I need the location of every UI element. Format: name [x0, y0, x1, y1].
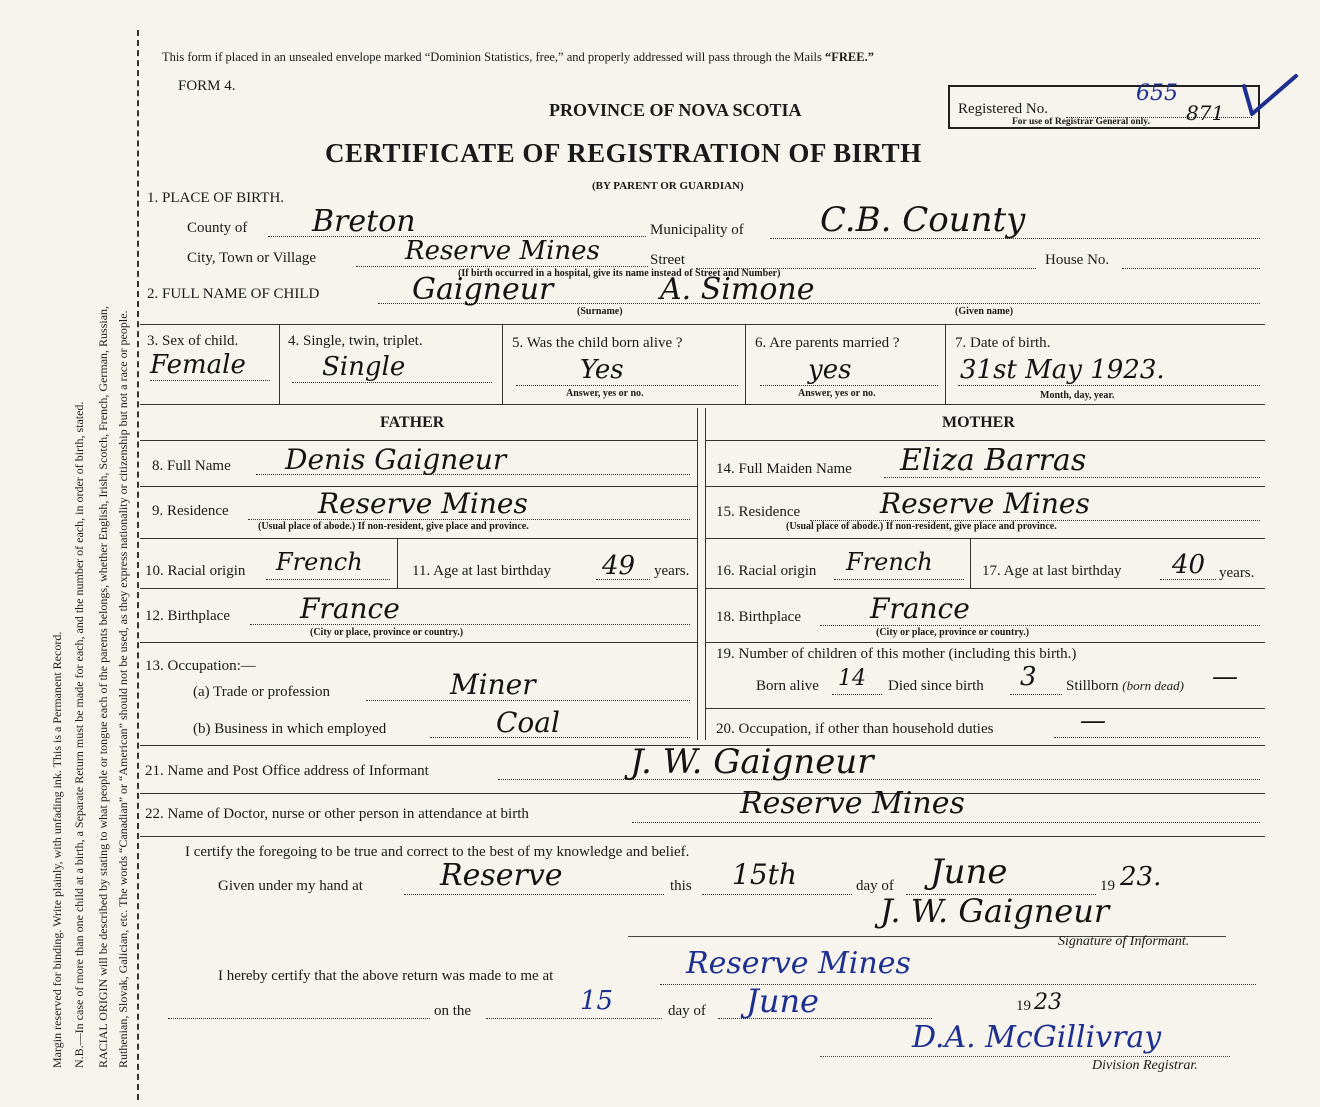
informant-line: [498, 779, 1260, 780]
given-day-of-label: day of: [856, 878, 894, 894]
registrar-year-prefix: 19: [1016, 998, 1031, 1014]
given-day-line: [702, 894, 852, 895]
checkmark-icon: [1240, 72, 1300, 122]
died-since-birth-value: 3: [1020, 662, 1037, 692]
margin-note-binding: Margin reserved for binding. Write plainly, with unfading ink. This is a Permanent Record.: [50, 631, 64, 1068]
registered-label: Registered No.: [958, 101, 1048, 117]
rule-father-header: [140, 440, 697, 441]
father-name-label: 8. Full Name: [152, 458, 231, 474]
mother-birthplace-value: France: [870, 592, 970, 625]
rule-father-9: [140, 538, 697, 539]
born-alive-count-label: Born alive: [756, 678, 819, 694]
given-day-value: 15th: [732, 858, 797, 891]
divider-5-6: [745, 324, 746, 404]
binding-margin-rule: [137, 30, 139, 1100]
county-value: Breton: [312, 204, 416, 239]
divider-16-17: [970, 538, 971, 588]
plurality-line: [292, 382, 492, 383]
place-of-birth-label: 1. PLACE OF BIRTH.: [147, 190, 285, 206]
date-of-birth-value: 31st May 1923.: [960, 355, 1165, 385]
father-business-label: (b) Business in which employed: [193, 721, 387, 737]
mother-name-value: Eliza Barras: [900, 443, 1087, 478]
rule-mother-16: [705, 588, 1265, 589]
given-year-prefix: 19: [1100, 878, 1115, 894]
province-heading: PROVINCE OF NOVA SCOTIA: [549, 100, 802, 120]
informant-signature-caption: Signature of Informant.: [1058, 934, 1190, 949]
city-label: City, Town or Village: [187, 250, 317, 266]
divider-10-11: [397, 538, 398, 588]
date-of-birth-label: 7. Date of birth.: [955, 335, 1051, 351]
date-of-birth-line: [958, 385, 1260, 386]
plurality-value: Single: [322, 352, 406, 382]
given-under-hand-label: Given under my hand at: [218, 878, 363, 894]
father-residence-value: Reserve Mines: [318, 487, 528, 520]
registrar-statement: I hereby certify that the above return was made to me at: [218, 968, 554, 984]
mother-racial-line: [834, 579, 964, 580]
margin-note-nb: N.B.—In case of more than one child at a birth, a Separate Return must be made for each, and the number of each, in order of birth, stated.: [72, 401, 86, 1068]
father-birthplace-value: France: [300, 592, 400, 625]
mail-notice: [162, 50, 874, 65]
municipality-value: C.B. County: [820, 200, 1026, 240]
father-residence-label: 9. Residence: [152, 503, 229, 519]
parents-married-label: 6. Are parents married ?: [755, 335, 900, 351]
father-business-value: Coal: [496, 706, 560, 739]
municipality-label: Municipality of: [650, 222, 744, 238]
children-count-label: 19. Number of children of this mother (including this birth.): [716, 646, 1077, 662]
registered-number-box: [948, 81, 1260, 129]
parents-married-caption: Answer, yes or no.: [798, 388, 876, 399]
mother-birthplace-label: 18. Birthplace: [716, 609, 801, 625]
mother-heading: MOTHER: [942, 414, 1015, 431]
given-place-value: Reserve: [440, 858, 563, 893]
margin-note-racial-origin-cont: Ruthenian, Slovak, Galician, etc. The words “Canadian” or “American” should not be used, as they express nationality or citizenship but not a race or people.: [116, 310, 130, 1068]
father-trade-label: (a) Trade or profession: [193, 684, 331, 700]
mother-residence-note: (Usual place of abode.) If non-resident, give place and province.: [786, 521, 1057, 532]
mother-birthplace-note: (City or place, province or country.): [876, 627, 1030, 638]
rule-22: [140, 836, 1265, 837]
died-since-birth-line: [1010, 694, 1062, 695]
given-month-value: June: [930, 852, 1008, 892]
mother-racial-label: 16. Racial origin: [716, 563, 817, 579]
mother-age-value: 40: [1172, 550, 1206, 580]
father-racial-line: [266, 579, 390, 580]
father-name-value: Denis Gaigneur: [285, 443, 507, 476]
informant-label: 21. Name and Post Office address of Informant: [145, 763, 429, 779]
rule-21: [140, 793, 1265, 794]
certificate-subtitle: (BY PARENT OR GUARDIAN): [592, 180, 744, 192]
registered-value-2: 871: [1186, 101, 1225, 125]
rule-mother-18: [705, 642, 1265, 643]
margin-note-racial-origin: RACIAL ORIGIN will be described by stating to what people or tongue each of the parents belongs, whether English, Irish, Scotch, French, German, Russian,: [96, 305, 110, 1068]
sex-value: Female: [150, 350, 246, 380]
mother-occupation-line: [1054, 737, 1260, 738]
father-birthplace-note: (City or place, province or country.): [310, 627, 464, 638]
father-birthplace-label: 12. Birthplace: [145, 608, 230, 624]
rule-mother-19: [705, 708, 1265, 709]
registrar-day-value: 15: [580, 986, 614, 1016]
stillborn-label: [1066, 678, 1184, 695]
doctor-line: [632, 822, 1260, 823]
certify-statement: I certify the foregoing to be true and correct to the best of my knowledge and belief.: [185, 844, 690, 860]
parents-married-line: [760, 385, 938, 386]
given-name-caption: (Given name): [955, 306, 1014, 317]
rule-father-12: [140, 642, 697, 643]
rule-parents-top: [140, 404, 1265, 405]
rule-father-10: [140, 588, 697, 589]
city-value: Reserve Mines: [405, 236, 600, 266]
street-label: Street: [650, 252, 685, 268]
sex-line: [150, 380, 270, 381]
father-heading: FATHER: [380, 414, 445, 431]
this-label: this: [670, 878, 692, 894]
died-since-birth-label: Died since birth: [888, 678, 984, 694]
divider-father-mother-2: [705, 408, 706, 740]
form-number: FORM 4.: [178, 78, 236, 94]
father-racial-value: French: [276, 548, 363, 576]
registered-value: 655: [1136, 81, 1178, 106]
divider-father-mother: [697, 408, 698, 740]
mother-birthplace-line: [820, 625, 1260, 626]
mother-occupation-value: —: [1080, 706, 1106, 736]
born-alive-label: 5. Was the child born alive ?: [512, 335, 683, 351]
registrar-day-line: [486, 1018, 662, 1019]
born-alive-value: Yes: [580, 355, 624, 385]
born-alive-count-value: 14: [838, 666, 866, 691]
mail-notice-free: “FREE.”: [825, 50, 874, 64]
born-alive-caption: Answer, yes or no.: [566, 388, 644, 399]
mother-years-label: years.: [1219, 565, 1255, 581]
given-year-value: 23.: [1120, 862, 1162, 892]
stillborn-label-text: Stillborn: [1066, 678, 1119, 694]
informant-value: J. W. Gaigneur: [630, 742, 874, 782]
mother-residence-value: Reserve Mines: [880, 487, 1090, 520]
plurality-label: 4. Single, twin, triplet.: [288, 333, 423, 349]
child-name-label: 2. FULL NAME OF CHILD: [147, 286, 320, 302]
father-years-label: years.: [654, 563, 690, 579]
born-alive-count-line: [832, 694, 882, 695]
surname-caption: (Surname): [577, 306, 623, 317]
registrar-signature-caption: Division Registrar.: [1092, 1058, 1198, 1073]
stillborn-value: —: [1212, 662, 1238, 692]
father-business-line: [430, 737, 690, 738]
stillborn-note: (born dead): [1122, 678, 1185, 693]
child-surname-value: Gaigneur: [412, 272, 554, 307]
parents-married-value: yes: [808, 355, 852, 385]
rule-top-child-details: [140, 324, 1265, 325]
mother-age-label: 17. Age at last birthday: [982, 563, 1122, 579]
county-label: County of: [187, 220, 248, 236]
born-alive-line: [516, 385, 738, 386]
divider-6-7: [945, 324, 946, 404]
father-racial-label: 10. Racial origin: [145, 563, 246, 579]
city-line: [356, 266, 648, 267]
rule-mother-15: [705, 538, 1265, 539]
registrar-signature: D.A. McGillivray: [912, 1020, 1162, 1055]
registrar-day-of-label: day of: [668, 1003, 706, 1019]
mail-notice-text: This form if placed in an unsealed envelope marked “Dominion Statistics, free,” and properly addressed will pass through the Mails: [162, 50, 822, 64]
registrar-month-value: June: [746, 982, 819, 1020]
father-age-value: 49: [602, 551, 636, 581]
date-of-birth-caption: Month, day, year.: [1040, 390, 1115, 401]
registrar-year-value: 23: [1034, 990, 1062, 1015]
registrar-leading-line: [168, 1018, 430, 1019]
mother-name-label: 14. Full Maiden Name: [716, 461, 852, 477]
divider-3-4: [279, 324, 280, 404]
child-given-value: A. Simone: [660, 272, 815, 307]
house-number-line: [1122, 268, 1260, 269]
given-place-line: [404, 894, 664, 895]
registrar-signature-line: [820, 1056, 1230, 1057]
registrar-place-value: Reserve Mines: [686, 946, 911, 981]
rule-mother-header: [705, 440, 1265, 441]
doctor-value: Reserve Mines: [740, 786, 965, 821]
father-trade-value: Miner: [450, 668, 536, 701]
hospital-note: (If birth occurred in a hospital, give its name instead of Street and Number): [458, 268, 781, 279]
on-the-label: on the: [434, 1003, 472, 1019]
mother-occupation-label: 20. Occupation, if other than household duties: [716, 721, 994, 737]
informant-signature: J. W. Gaigneur: [880, 892, 1110, 930]
mother-residence-label: 15. Residence: [716, 504, 801, 520]
father-residence-note: (Usual place of abode.) If non-resident, give place and province.: [258, 521, 529, 532]
father-occupation-label: 13. Occupation:—: [145, 658, 256, 674]
registered-note: For use of Registrar General only.: [1012, 117, 1150, 127]
divider-4-5: [502, 324, 503, 404]
father-age-label: 11. Age at last birthday: [412, 563, 551, 579]
doctor-label: 22. Name of Doctor, nurse or other person in attendance at birth: [145, 806, 529, 822]
sex-label: 3. Sex of child.: [147, 333, 239, 349]
house-number-label: House No.: [1045, 252, 1110, 268]
certificate-title: CERTIFICATE OF REGISTRATION OF BIRTH: [325, 138, 922, 168]
mother-racial-value: French: [846, 548, 933, 576]
